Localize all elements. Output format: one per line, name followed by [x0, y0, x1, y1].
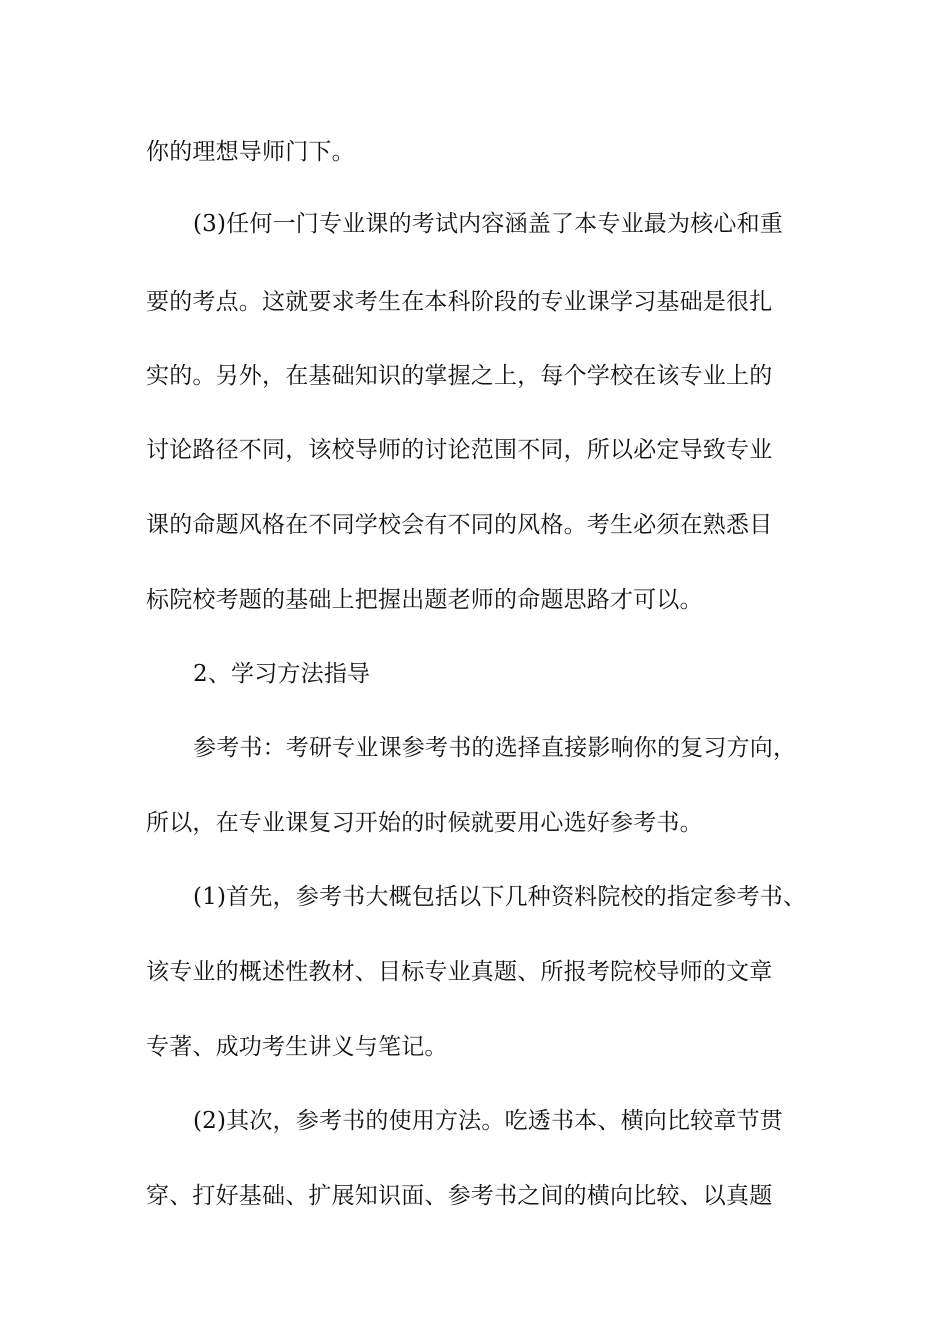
text-line: 标院校考题的基础上把握出题老师的命题思路才可以。 [146, 587, 703, 613]
text-line: (1)首先，参考书大概包括以下几种资料院校的指定参考书、 [193, 884, 807, 910]
text-line: 专著、成功考生讲义与笔记。 [146, 1034, 448, 1060]
section-heading: 2、学习方法指导 [193, 661, 371, 687]
text-line: 要的考点。这就要求考生在本科阶段的专业课学习基础是很扎 [146, 289, 773, 315]
text-line: 你的理想导师门下。 [146, 139, 355, 165]
text-line: 实的。另外，在基础知识的掌握之上，每个学校在该专业上的 [146, 363, 773, 389]
text-line: (2)其次，参考书的使用方法。吃透书本、横向比较章节贯 [193, 1108, 783, 1134]
text-line: 该专业的概述性教材、目标专业真题、所报考院校导师的文章 [146, 959, 773, 985]
text-line: 穿、打好基础、扩展知识面、参考书之间的横向比较、以真题 [146, 1183, 773, 1209]
text-line: 参考书：考研专业课参考书的选择直接影响你的复习方向， [193, 735, 797, 761]
text-line: (3)任何一门专业课的考试内容涵盖了本专业最为核心和重 [193, 211, 783, 237]
text-line: 课的命题风格在不同学校会有不同的风格。考生必须在熟悉目 [146, 512, 773, 538]
text-line: 讨论路径不同，该校导师的讨论范围不同，所以必定导致专业 [146, 437, 773, 463]
text-line: 所以，在专业课复习开始的时候就要用心选好参考书。 [146, 810, 703, 836]
